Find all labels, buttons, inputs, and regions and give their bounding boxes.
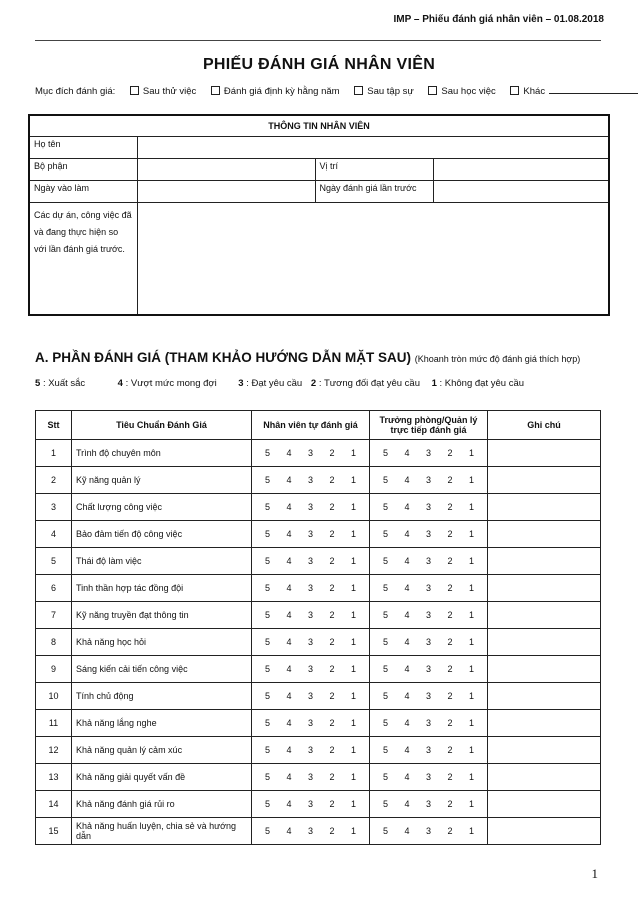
other-blank-line[interactable]: [549, 93, 638, 94]
purpose-option-probation[interactable]: Sau thử việc: [130, 86, 196, 97]
manager-rating-scale[interactable]: 5 4 3 2 1: [370, 818, 488, 845]
self-rating-scale[interactable]: 5 4 3 2 1: [252, 521, 370, 548]
section-a-heading: [35, 350, 580, 365]
checkbox-icon[interactable]: [428, 86, 437, 95]
self-rating-scale[interactable]: 5 4 3 2 1: [252, 818, 370, 845]
last-eval-field[interactable]: [433, 181, 609, 203]
table-row: [36, 602, 601, 629]
legend-item: 5 : Xuất sắc: [35, 378, 86, 389]
row-stt: 3: [36, 494, 72, 521]
notes-field[interactable]: [488, 521, 601, 548]
table-row: [36, 764, 601, 791]
row-stt: 11: [36, 710, 72, 737]
notes-field[interactable]: [488, 467, 601, 494]
self-rating-scale[interactable]: 5 4 3 2 1: [252, 629, 370, 656]
notes-field[interactable]: [488, 440, 601, 467]
table-row: [36, 818, 601, 845]
notes-field[interactable]: [488, 737, 601, 764]
table-row: [36, 548, 601, 575]
notes-field[interactable]: [488, 764, 601, 791]
manager-rating-scale[interactable]: 5 4 3 2 1: [370, 440, 488, 467]
self-rating-scale[interactable]: 5 4 3 2 1: [252, 656, 370, 683]
checkbox-icon[interactable]: [354, 86, 363, 95]
notes-field[interactable]: [488, 656, 601, 683]
manager-rating-scale[interactable]: 5 4 3 2 1: [370, 656, 488, 683]
legend-item: 3 : Đạt yêu cầu: [238, 378, 303, 389]
header-divider: [35, 40, 601, 41]
row-criteria: Kỹ năng quản lý: [72, 467, 252, 494]
evaluation-purpose-row: [35, 86, 605, 97]
legend-item: 2 : Tương đối đạt yêu cầu: [310, 378, 421, 389]
col-header-stt: Stt: [36, 411, 72, 440]
department-field[interactable]: [137, 159, 315, 181]
department-label: Bộ phận: [29, 159, 137, 181]
self-rating-scale[interactable]: 5 4 3 2 1: [252, 548, 370, 575]
manager-rating-scale[interactable]: 5 4 3 2 1: [370, 521, 488, 548]
purpose-label: Mục đích đánh giá:: [35, 86, 116, 97]
notes-field[interactable]: [488, 791, 601, 818]
self-rating-scale[interactable]: 5 4 3 2 1: [252, 467, 370, 494]
notes-field[interactable]: [488, 710, 601, 737]
row-criteria: Khả năng học hỏi: [72, 629, 252, 656]
table-row: [36, 710, 601, 737]
self-rating-scale[interactable]: 5 4 3 2 1: [252, 710, 370, 737]
row-stt: 14: [36, 791, 72, 818]
purpose-option-annual[interactable]: Đánh giá định kỳ hằng năm: [211, 86, 340, 97]
page-title: PHIẾU ĐÁNH GIÁ NHÂN VIÊN: [202, 56, 436, 73]
table-row: [36, 737, 601, 764]
rating-legend: [35, 378, 524, 389]
table-row: [36, 467, 601, 494]
row-criteria: Trình độ chuyên môn: [72, 440, 252, 467]
manager-rating-scale[interactable]: 5 4 3 2 1: [370, 548, 488, 575]
purpose-option-internship[interactable]: Sau tập sự: [354, 86, 414, 97]
legend-item: 4 : Vượt mức mong đợi: [117, 378, 217, 389]
row-criteria: Khả năng quản lý cảm xúc: [72, 737, 252, 764]
checkbox-icon[interactable]: [510, 86, 519, 95]
legend-item: 1 : Không đạt yêu cầu: [431, 378, 525, 389]
manager-rating-scale[interactable]: 5 4 3 2 1: [370, 602, 488, 629]
manager-rating-scale[interactable]: 5 4 3 2 1: [370, 764, 488, 791]
self-rating-scale[interactable]: 5 4 3 2 1: [252, 791, 370, 818]
col-header-manager: Trưởng phòng/Quản lý trực tiếp đánh giá: [370, 411, 488, 440]
row-criteria: Chất lượng công việc: [72, 494, 252, 521]
table-row: [36, 575, 601, 602]
projects-field[interactable]: [137, 203, 609, 315]
row-stt: 1: [36, 440, 72, 467]
table-row: [36, 629, 601, 656]
manager-rating-scale[interactable]: 5 4 3 2 1: [370, 791, 488, 818]
start-date-field[interactable]: [137, 181, 315, 203]
checkbox-icon[interactable]: [211, 86, 220, 95]
row-criteria: Khả năng lắng nghe: [72, 710, 252, 737]
self-rating-scale[interactable]: 5 4 3 2 1: [252, 737, 370, 764]
row-criteria: Khả năng đánh giá rủi ro: [72, 791, 252, 818]
row-stt: 6: [36, 575, 72, 602]
row-criteria: Tinh thần hợp tác đồng đội: [72, 575, 252, 602]
row-stt: 9: [36, 656, 72, 683]
table-row: [36, 656, 601, 683]
info-table-heading: THÔNG TIN NHÂN VIÊN: [29, 115, 609, 137]
notes-field[interactable]: [488, 548, 601, 575]
row-stt: 4: [36, 521, 72, 548]
start-date-label: Ngày vào làm: [29, 181, 137, 203]
row-stt: 2: [36, 467, 72, 494]
row-criteria: Khả năng giải quyết vấn đề: [72, 764, 252, 791]
row-criteria: Kỹ năng truyền đạt thông tin: [72, 602, 252, 629]
table-row: [36, 440, 601, 467]
position-field[interactable]: [433, 159, 609, 181]
self-rating-scale[interactable]: 5 4 3 2 1: [252, 683, 370, 710]
row-criteria: Sáng kiến cải tiến công việc: [72, 656, 252, 683]
col-header-self: Nhân viên tự đánh giá: [252, 411, 370, 440]
row-stt: 12: [36, 737, 72, 764]
manager-rating-scale[interactable]: 5 4 3 2 1: [370, 494, 488, 521]
purpose-option-other[interactable]: Khác: [510, 86, 638, 97]
manager-rating-scale[interactable]: 5 4 3 2 1: [370, 710, 488, 737]
row-stt: 5: [36, 548, 72, 575]
self-rating-scale[interactable]: 5 4 3 2 1: [252, 440, 370, 467]
notes-field[interactable]: [488, 494, 601, 521]
manager-rating-scale[interactable]: 5 4 3 2 1: [370, 467, 488, 494]
row-stt: 8: [36, 629, 72, 656]
manager-rating-scale[interactable]: 5 4 3 2 1: [370, 629, 488, 656]
self-rating-scale[interactable]: 5 4 3 2 1: [252, 764, 370, 791]
self-rating-scale[interactable]: 5 4 3 2 1: [252, 494, 370, 521]
row-stt: 13: [36, 764, 72, 791]
document-header-code: IMP – Phiếu đánh giá nhân viên – 01.08.2018: [393, 14, 604, 25]
notes-field[interactable]: [488, 629, 601, 656]
manager-rating-scale[interactable]: 5 4 3 2 1: [370, 737, 488, 764]
col-header-criteria: Tiêu Chuẩn Đánh Giá: [72, 411, 252, 440]
row-criteria: Tính chủ động: [72, 683, 252, 710]
row-criteria: Bảo đảm tiến độ công việc: [72, 521, 252, 548]
notes-field[interactable]: [488, 602, 601, 629]
page-number: 1: [591, 866, 598, 881]
section-a-title: A. PHẦN ĐÁNH GIÁ (THAM KHẢO HƯỚNG DẪN MẶT SAU): [35, 350, 411, 365]
last-eval-label: Ngày đánh giá lần trước: [315, 181, 433, 203]
evaluation-table: [35, 410, 601, 845]
table-row: [36, 521, 601, 548]
checkbox-icon[interactable]: [130, 86, 139, 95]
row-criteria: Khả năng huấn luyện, chia sẻ và hướng dẫn: [72, 818, 252, 845]
notes-field[interactable]: [488, 818, 601, 845]
table-row: [36, 494, 601, 521]
row-criteria: Thái độ làm việc: [72, 548, 252, 575]
manager-rating-scale[interactable]: 5 4 3 2 1: [370, 575, 488, 602]
section-a-hint: (Khoanh tròn mức độ đánh giá thích hợp): [414, 354, 581, 364]
notes-field[interactable]: [488, 683, 601, 710]
row-stt: 7: [36, 602, 72, 629]
name-field[interactable]: [137, 137, 609, 159]
col-header-notes: Ghi chú: [488, 411, 601, 440]
manager-rating-scale[interactable]: 5 4 3 2 1: [370, 683, 488, 710]
table-row: [36, 791, 601, 818]
row-stt: 15: [36, 818, 72, 845]
self-rating-scale[interactable]: 5 4 3 2 1: [252, 602, 370, 629]
table-row: [36, 683, 601, 710]
employee-info-table: [28, 114, 610, 316]
notes-field[interactable]: [488, 575, 601, 602]
self-rating-scale[interactable]: 5 4 3 2 1: [252, 575, 370, 602]
projects-label: Các dự án, công việc đã và đang thực hiện so với lần đánh giá trước.: [29, 203, 137, 315]
name-label: Họ tên: [29, 137, 137, 159]
row-stt: 10: [36, 683, 72, 710]
purpose-option-apprentice[interactable]: Sau học việc: [428, 86, 495, 97]
position-label: Vị trí: [315, 159, 433, 181]
